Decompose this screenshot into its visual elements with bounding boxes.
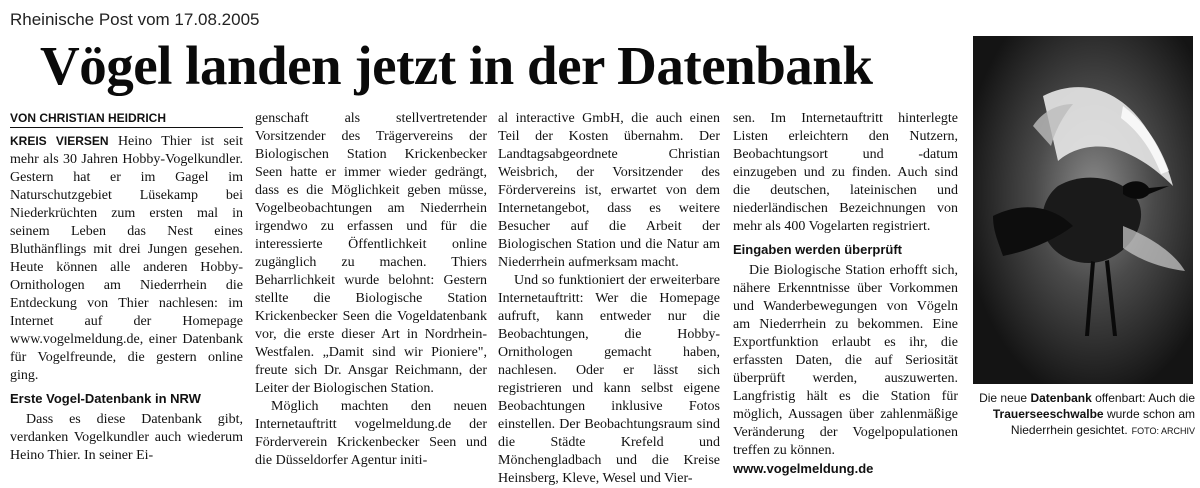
byline: VON CHRISTIAN HEIDRICH (10, 110, 243, 128)
source-line: Rheinische Post vom 17.08.2005 (10, 10, 260, 29)
paragraph: Dass es diese Datenbank gibt, verdanken Vogelkundler auch wiederum Heino Thier. In seiner Ei- (10, 412, 243, 463)
headline: Vögel landen jetzt in der Datenbank (40, 35, 873, 96)
subheading: Eingaben werden überprüft (733, 242, 903, 257)
photo-credit: FOTO: ARCHIV (1131, 426, 1195, 436)
article-column-1 (10, 110, 243, 465)
paragraph: Und so funktioniert der erweiterbare Internetauftritt: Wer die Homepage aufruft, kann entweder nur die Beobachtungen, die Hobby-Ornithologen gemacht haben, nachlesen. Oder er lässt sich registrieren und kann selbst eigene Beobachtungen inklusive Fotos einstellen. Der Beobachtungsraum sind die Städte Krefeld und Mönchengladbach und die Kreise Heinsberg, Kleve, Wesel und Vier- (498, 273, 720, 486)
caption-text: offenbart: Auch die (1091, 391, 1195, 405)
article-column-3 (498, 110, 720, 488)
dateline: KREIS VIERSEN (10, 134, 109, 148)
paragraph: sen. Im Internetauftritt hinterlegte Listen erleichtern den Nutzern, Beobachtungsort und -datum einzugeben und zu finden. Auch sind die deutschen, lateinischen und niederländischen Bezeichnungen von mehr als 400 Vogelarten registriert. (733, 111, 958, 234)
caption-text: Die neue (979, 391, 1031, 405)
paragraph: Die Biologische Station erhofft sich, nähere Erkenntnisse über Vorkommen und Wanderbewegungen von Vögeln am Niederrhein zu bekommen. Eine Exportfunktion erlaubt es ihr, die erfassten Daten, die auf Seriosität überprüft werden, auszuwerten. Langfristig hält es die Station für möglich, Aussagen über zahlenmäßige Veränderung der Vogelpopulationen treffen zu können. (733, 263, 958, 458)
paragraph-text: Heino Thier ist seit mehr als 30 Jahren Hobby-Vogelkundler. Gestern hat er im Gagel im Naturschutzgebiet Lüsekamp bei Niederkrüchten zum ersten mal in seinem Leben das Nest eines Bluthänflings mit drei Jungen gesehen. Heute können alle anderen Hobby-Ornithologen am Niederrhein die Entdeckung von Thier nachlesen: im Internet auf der Homepage www.vogelmeldung.de, einer Datenbank für Vogelfreunde, die gestern online ging. (10, 134, 243, 383)
website-url: www.vogelmeldung.de (733, 461, 874, 476)
caption-bold: Datenbank (1030, 391, 1092, 405)
photo-caption (973, 390, 1195, 439)
tern-silhouette-image (973, 36, 1193, 384)
article-column-4 (733, 110, 958, 478)
bird-photo (973, 36, 1193, 384)
paragraph: genschaft als stellvertretender Vorsitzender des Trägervereins der Biologischen Station Krickenbecker Seen hatte er immer wieder gedrängt, dass es die Möglichkeit geben müsse, Vogelbeobachtungen am Niederrhein irgendwo zu erfassen und für die interessierte Öffentlichkeit online zugänglich zu machen. Thiers Beharrlichkeit wurde belohnt: Gestern stellte die Biologische Station Krickenbecker Seen die Vogeldatenbank vor, die erste dieser Art in Nordrhein-Westfalen. „Damit sind wir Pioniere", freute sich Dr. Ansgar Reichmann, der Leiter der Biologischen Station. (255, 111, 487, 396)
article-column-2 (255, 110, 487, 470)
caption-bold: Trauerseeschwalbe (992, 407, 1104, 421)
paragraph: al interactive GmbH, die auch einen Teil der Kosten übernahm. Der Landtagsabgeordnete Christian Weisbrich, der Vorsitzender des Fördervereins ist, erwartet von dem Internetangebot, dass es weitere Besucher auf die Arbeit der Biologischen Station und die Natur am Niederrhein aufmerksam macht. (498, 111, 720, 270)
paragraph (10, 132, 243, 385)
paragraph: Möglich machten den neuen Internetauftritt vogelmeldung.de der Förderverein Krickenbecker Seen und die Düsseldorfer Agentur initi- (255, 399, 487, 468)
caption-text: wurde schon am Niederrhein gesichtet. (1010, 407, 1195, 437)
subheading: Erste Vogel-Datenbank in NRW (10, 391, 201, 406)
